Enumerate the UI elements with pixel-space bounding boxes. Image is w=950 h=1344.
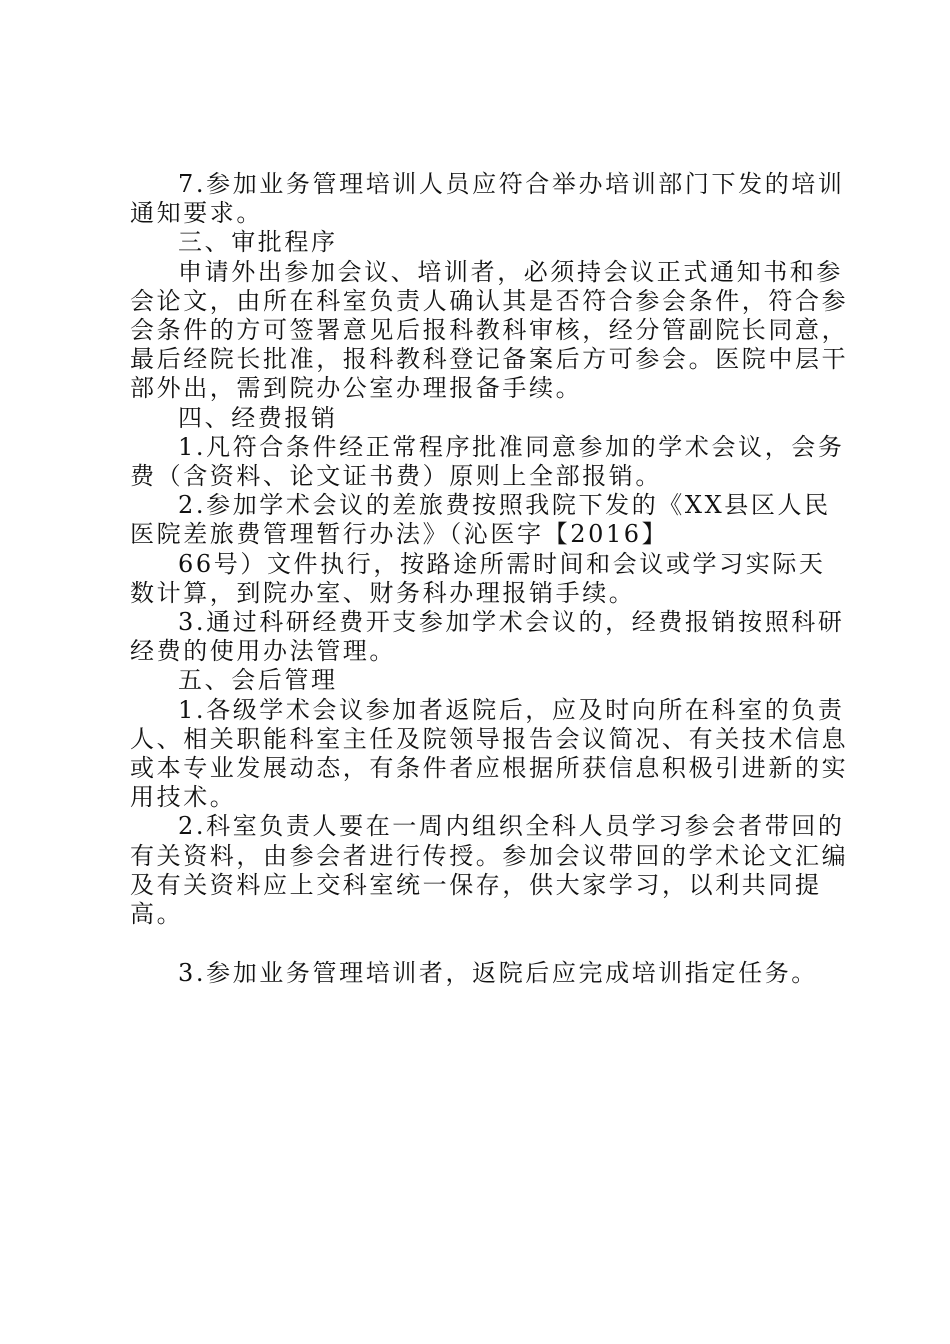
section-heading-approval: 三、审批程序 [178,228,338,257]
paragraph-post-meeting-2: 2.科室负责人要在一周内组织全科人员学习参会者带回的有关资料，由参会者进行传授。参加会议带回的学术论文汇编及有关资料应上交科室统一保存，供大家学习，以利共同提高。 [130,812,849,929]
paragraph-approval-procedure: 申请外出参加会议、培训者，必须持会议正式通知书和参会论文，由所在科室负责人确认其是否符合参会条件，符合参会条件的方可签署意见后报科教科审核，经分管副院长同意，最后经院长批准，报科教科登记备案后方可参会。医院中层干部外出，需到院办公室办理报备手续。 [130,257,849,403]
section-heading-reimbursement: 四、经费报销 [178,403,338,432]
paragraph-item-7: 7.参加业务管理培训人员应符合举办培训部门下发的培训通知要求。 [130,170,845,228]
paragraph-reimbursement-2: 2.参加学术会议的差旅费按照我院下发的《XX县区人民医院差旅费管理暂行办法》（沁医字【2016】 [130,491,831,549]
document-body [130,170,850,988]
paragraph-post-meeting-3: 3.参加业务管理培训者，返院后应完成培训指定任务。 [178,959,818,988]
section-heading-post-meeting: 五、会后管理 [178,666,338,695]
paragraph-gap [130,929,850,959]
paragraph-reimbursement-1: 1.凡符合条件经正常程序批准同意参加的学术会议，会务费（含资料、论文证书费）原则上全部报销。 [130,432,845,491]
paragraph-post-meeting-1: 1.各级学术会议参加者返院后，应及时向所在科室的负责人、相关职能科室主任及院领导报告会议简况、有关技术信息或本专业发展动态，有条件者应根据所获信息积极引进新的实用技术。 [130,695,849,812]
paragraph-reimbursement-2-cont: 66号）文件执行，按路途所需时间和会议或学习实际天数计算，到院办室、财务科办理报销手续。 [130,549,826,607]
paragraph-reimbursement-3: 3.通过科研经费开支参加学术会议的，经费报销按照科研经费的使用办法管理。 [130,608,845,666]
